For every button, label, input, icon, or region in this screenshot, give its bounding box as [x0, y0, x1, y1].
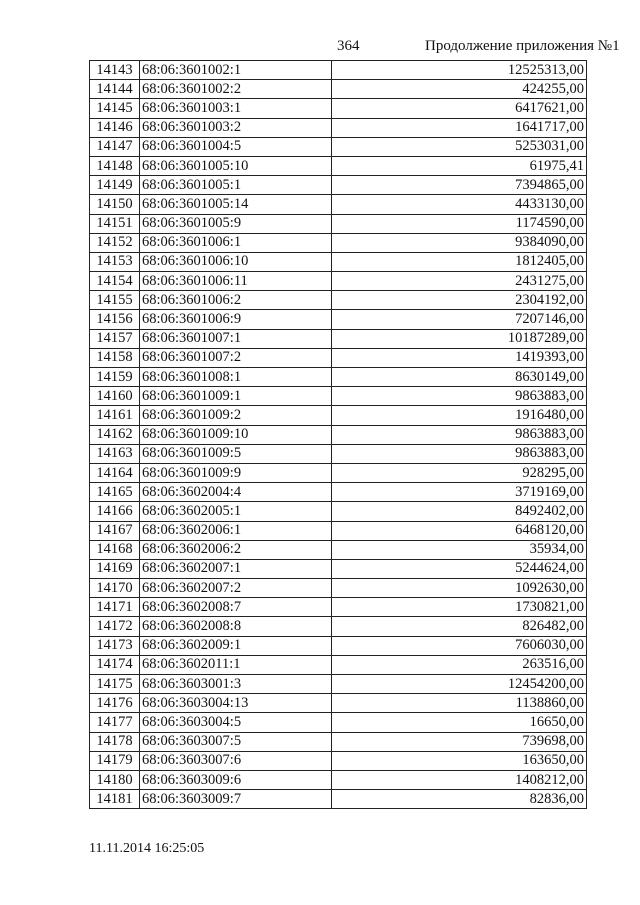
cadastral-number-cell: 68:06:3601005:14 — [140, 195, 332, 214]
row-number-cell: 14157 — [90, 329, 140, 348]
cadastral-number-cell: 68:06:3603007:6 — [140, 751, 332, 770]
cadastral-number-cell: 68:06:3601002:1 — [140, 61, 332, 80]
table-row — [90, 329, 587, 348]
row-number-cell: 14179 — [90, 751, 140, 770]
table-row — [90, 521, 587, 540]
row-number-cell: 14176 — [90, 694, 140, 713]
cadastral-value-cell: 1812405,00 — [332, 252, 587, 271]
cadastral-number-cell: 68:06:3603009:7 — [140, 790, 332, 809]
row-number-cell: 14177 — [90, 713, 140, 732]
table-row — [90, 233, 587, 252]
cadastral-number-cell: 68:06:3601008:1 — [140, 368, 332, 387]
cadastral-value-cell: 8492402,00 — [332, 502, 587, 521]
cadastral-number-cell: 68:06:3601006:9 — [140, 310, 332, 329]
table-row — [90, 444, 587, 463]
cadastral-number-cell: 68:06:3602008:7 — [140, 598, 332, 617]
cadastral-value-cell: 1174590,00 — [332, 214, 587, 233]
table-row — [90, 790, 587, 809]
cadastral-value-cell: 1408212,00 — [332, 770, 587, 789]
table-body — [90, 61, 587, 809]
row-number-cell: 14165 — [90, 483, 140, 502]
cadastral-value-cell: 12454200,00 — [332, 675, 587, 694]
row-number-cell: 14178 — [90, 732, 140, 751]
cadastral-value-cell: 7207146,00 — [332, 310, 587, 329]
cadastral-number-cell: 68:06:3602005:1 — [140, 502, 332, 521]
cadastral-value-cell: 1138860,00 — [332, 694, 587, 713]
table-row — [90, 770, 587, 789]
table-row — [90, 272, 587, 291]
cadastral-value-cell: 3719169,00 — [332, 483, 587, 502]
table-row — [90, 387, 587, 406]
table-row — [90, 368, 587, 387]
cadastral-number-cell: 68:06:3602007:2 — [140, 579, 332, 598]
cadastral-value-cell: 82836,00 — [332, 790, 587, 809]
cadastral-value-cell: 1092630,00 — [332, 579, 587, 598]
table-row — [90, 559, 587, 578]
table-row — [90, 540, 587, 559]
cadastral-number-cell: 68:06:3601007:2 — [140, 348, 332, 367]
row-number-cell: 14168 — [90, 540, 140, 559]
cadastral-value-cell: 35934,00 — [332, 540, 587, 559]
cadastral-number-cell: 68:06:3601009:9 — [140, 463, 332, 482]
cadastral-number-cell: 68:06:3601003:1 — [140, 99, 332, 118]
row-number-cell: 14173 — [90, 636, 140, 655]
cadastral-value-cell: 9863883,00 — [332, 425, 587, 444]
cadastral-number-cell: 68:06:3602008:8 — [140, 617, 332, 636]
table-row — [90, 502, 587, 521]
cadastral-number-cell: 68:06:3601006:11 — [140, 272, 332, 291]
cadastral-number-cell: 68:06:3602007:1 — [140, 559, 332, 578]
row-number-cell: 14160 — [90, 387, 140, 406]
row-number-cell: 14158 — [90, 348, 140, 367]
table-row — [90, 636, 587, 655]
cadastral-value-cell: 61975,41 — [332, 156, 587, 175]
cadastral-number-cell: 68:06:3601006:10 — [140, 252, 332, 271]
cadastral-number-cell: 68:06:3601005:9 — [140, 214, 332, 233]
cadastral-number-cell: 68:06:3601009:10 — [140, 425, 332, 444]
cadastral-number-cell: 68:06:3601009:2 — [140, 406, 332, 425]
row-number-cell: 14153 — [90, 252, 140, 271]
cadastral-number-cell: 68:06:3602011:1 — [140, 655, 332, 674]
row-number-cell: 14145 — [90, 99, 140, 118]
row-number-cell: 14166 — [90, 502, 140, 521]
table-row — [90, 195, 587, 214]
cadastral-value-cell: 12525313,00 — [332, 61, 587, 80]
table-row — [90, 406, 587, 425]
row-number-cell: 14180 — [90, 770, 140, 789]
cadastral-value-cell: 8630149,00 — [332, 368, 587, 387]
table-row — [90, 598, 587, 617]
table-row — [90, 675, 587, 694]
cadastral-value-cell: 163650,00 — [332, 751, 587, 770]
cadastral-number-cell: 68:06:3601006:1 — [140, 233, 332, 252]
table-row — [90, 579, 587, 598]
row-number-cell: 14163 — [90, 444, 140, 463]
cadastral-value-cell: 1730821,00 — [332, 598, 587, 617]
cadastral-value-cell: 10187289,00 — [332, 329, 587, 348]
cadastral-number-cell: 68:06:3601005:10 — [140, 156, 332, 175]
cadastral-number-cell: 68:06:3601004:5 — [140, 137, 332, 156]
cadastral-number-cell: 68:06:3601005:1 — [140, 176, 332, 195]
table-row — [90, 751, 587, 770]
row-number-cell: 14170 — [90, 579, 140, 598]
row-number-cell: 14159 — [90, 368, 140, 387]
cadastral-value-table — [89, 60, 587, 809]
cadastral-value-cell: 739698,00 — [332, 732, 587, 751]
table-row — [90, 137, 587, 156]
row-number-cell: 14148 — [90, 156, 140, 175]
cadastral-number-cell: 68:06:3603001:3 — [140, 675, 332, 694]
table-row — [90, 483, 587, 502]
cadastral-value-cell: 826482,00 — [332, 617, 587, 636]
table-row — [90, 252, 587, 271]
cadastral-value-cell: 2304192,00 — [332, 291, 587, 310]
cadastral-value-cell: 1916480,00 — [332, 406, 587, 425]
row-number-cell: 14167 — [90, 521, 140, 540]
table-row — [90, 176, 587, 195]
cadastral-value-cell: 16650,00 — [332, 713, 587, 732]
row-number-cell: 14164 — [90, 463, 140, 482]
table-row — [90, 732, 587, 751]
page-number: 364 — [337, 38, 360, 54]
table-row — [90, 291, 587, 310]
table-row — [90, 99, 587, 118]
table-row — [90, 214, 587, 233]
cadastral-number-cell: 68:06:3602009:1 — [140, 636, 332, 655]
cadastral-value-cell: 2431275,00 — [332, 272, 587, 291]
row-number-cell: 14171 — [90, 598, 140, 617]
cadastral-number-cell: 68:06:3601009:5 — [140, 444, 332, 463]
row-number-cell: 14152 — [90, 233, 140, 252]
cadastral-number-cell: 68:06:3603004:5 — [140, 713, 332, 732]
row-number-cell: 14174 — [90, 655, 140, 674]
row-number-cell: 14161 — [90, 406, 140, 425]
cadastral-value-cell: 928295,00 — [332, 463, 587, 482]
row-number-cell: 14155 — [90, 291, 140, 310]
cadastral-value-cell: 9863883,00 — [332, 387, 587, 406]
cadastral-value-cell: 6468120,00 — [332, 521, 587, 540]
cadastral-value-cell: 424255,00 — [332, 80, 587, 99]
cadastral-value-cell: 9384090,00 — [332, 233, 587, 252]
table-row — [90, 617, 587, 636]
table-row — [90, 694, 587, 713]
row-number-cell: 14156 — [90, 310, 140, 329]
table-row — [90, 80, 587, 99]
cadastral-number-cell: 68:06:3602004:4 — [140, 483, 332, 502]
row-number-cell: 14143 — [90, 61, 140, 80]
table-row — [90, 118, 587, 137]
cadastral-value-cell: 1641717,00 — [332, 118, 587, 137]
cadastral-number-cell: 68:06:3601002:2 — [140, 80, 332, 99]
row-number-cell: 14147 — [90, 137, 140, 156]
cadastral-number-cell: 68:06:3603009:6 — [140, 770, 332, 789]
table-row — [90, 655, 587, 674]
cadastral-number-cell: 68:06:3603004:13 — [140, 694, 332, 713]
cadastral-value-cell: 5253031,00 — [332, 137, 587, 156]
cadastral-number-cell: 68:06:3603007:5 — [140, 732, 332, 751]
row-number-cell: 14151 — [90, 214, 140, 233]
table-row — [90, 425, 587, 444]
cadastral-value-cell: 9863883,00 — [332, 444, 587, 463]
table-row — [90, 61, 587, 80]
cadastral-value-cell: 6417621,00 — [332, 99, 587, 118]
cadastral-value-cell: 7394865,00 — [332, 176, 587, 195]
cadastral-number-cell: 68:06:3601009:1 — [140, 387, 332, 406]
appendix-title: Продолжение приложения №1 — [425, 38, 620, 54]
cadastral-value-cell: 4433130,00 — [332, 195, 587, 214]
table-row — [90, 156, 587, 175]
cadastral-number-cell: 68:06:3601006:2 — [140, 291, 332, 310]
row-number-cell: 14146 — [90, 118, 140, 137]
cadastral-value-cell: 1419393,00 — [332, 348, 587, 367]
row-number-cell: 14149 — [90, 176, 140, 195]
cadastral-number-cell: 68:06:3601007:1 — [140, 329, 332, 348]
row-number-cell: 14181 — [90, 790, 140, 809]
cadastral-value-cell: 263516,00 — [332, 655, 587, 674]
row-number-cell: 14162 — [90, 425, 140, 444]
cadastral-value-cell: 7606030,00 — [332, 636, 587, 655]
row-number-cell: 14169 — [90, 559, 140, 578]
row-number-cell: 14175 — [90, 675, 140, 694]
row-number-cell: 14154 — [90, 272, 140, 291]
cadastral-number-cell: 68:06:3602006:2 — [140, 540, 332, 559]
row-number-cell: 14172 — [90, 617, 140, 636]
table-row — [90, 348, 587, 367]
cadastral-value-cell: 5244624,00 — [332, 559, 587, 578]
cadastral-number-cell: 68:06:3602006:1 — [140, 521, 332, 540]
print-timestamp: 11.11.2014 16:25:05 — [89, 841, 205, 856]
cadastral-number-cell: 68:06:3601003:2 — [140, 118, 332, 137]
table-row — [90, 713, 587, 732]
table-row — [90, 463, 587, 482]
row-number-cell: 14144 — [90, 80, 140, 99]
row-number-cell: 14150 — [90, 195, 140, 214]
table-row — [90, 310, 587, 329]
